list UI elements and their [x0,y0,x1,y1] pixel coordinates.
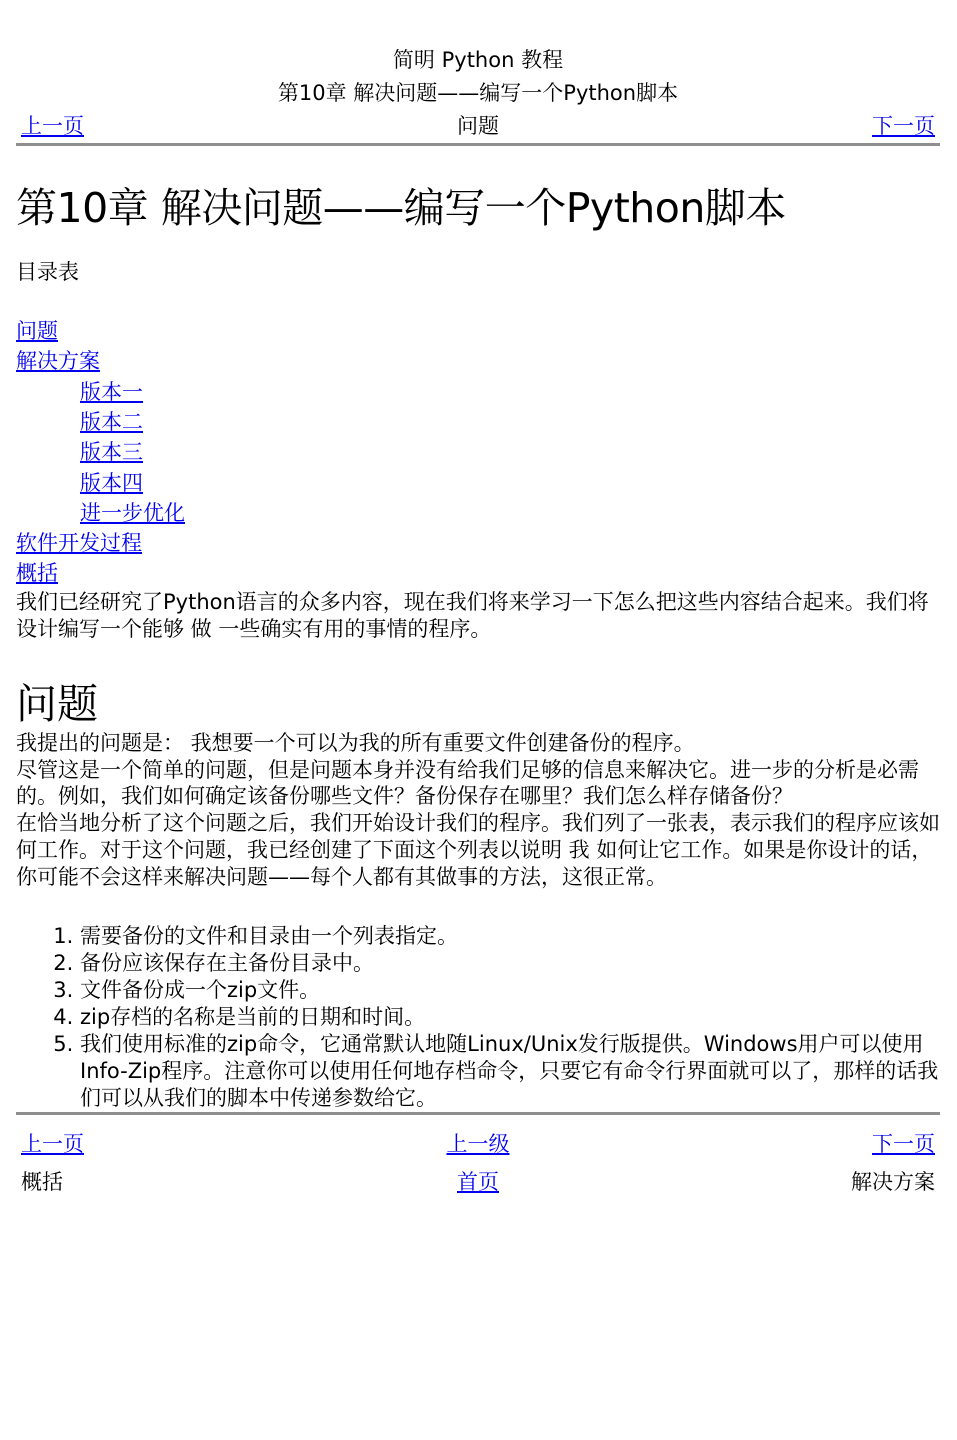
toc-link-optimization[interactable]: 进一步优化 [80,500,185,525]
toc-link-version2[interactable]: 版本二 [80,409,143,434]
toc-heading: 目录表 [16,260,79,285]
section-title: 问题 [16,680,98,729]
footer-divider [16,1112,940,1115]
design-paragraph: 在恰当地分析了这个问题之后，我们开始设计我们的程序。我们列了一张表，表示我们的程序应该如何工作。对于这个问题，我已经创建了下面这个列表以说明 我 如何让它工作。如果是你设计的话，你可能不会这样来解决问题——每个人都有其做事的方法，这很正常。 [16,811,940,890]
toc-link-problem[interactable]: 问题 [16,319,58,344]
footer-nav-labels [16,1163,940,1203]
list-item: 1. 需要备份的文件和目录由一个列表指定。 [80,923,940,950]
header-current-section: 问题 [457,114,499,139]
header-nav-links [16,110,940,143]
page [16,0,940,1203]
footer-nav-links [16,1127,940,1163]
footer-prev-title: 概括 [21,1170,63,1195]
footer-home-link[interactable]: 首页 [457,1170,499,1195]
footer-up-link[interactable]: 上一级 [446,1132,510,1157]
analysis-paragraph: 尽管这是一个简单的问题，但是问题本身并没有给我们足够的信息来解决它。进一步的分析是必需的。例如，我们如何确定该备份哪些文件？备份保存在哪里？我们怎么样存储备份？ [16,757,919,809]
nav-header [16,0,940,143]
table-of-contents [16,316,940,589]
header-divider [16,143,940,146]
toc-link-solution[interactable]: 解决方案 [16,349,100,374]
toc-link-summary[interactable]: 概括 [16,561,58,586]
header-next-link[interactable]: 下一页 [872,114,935,139]
list-item: 5. 我们使用标准的zip命令，它通常默认地随Linux/Unix发行版提供。Windows用户可以使用Info-Zip程序。注意你可以使用任何地存档命令，只要它有命令行界面就可以了，那样的话我们可以从我们的脚本中传递参数给它。 [80,1031,940,1112]
toc-link-dev-process[interactable]: 软件开发过程 [16,531,142,556]
list-item: 2. 备份应该保存在主备份目录中。 [80,950,940,977]
toc-link-version3[interactable]: 版本三 [80,440,143,465]
chapter-heading: 第10章 解决问题——编写一个Python脚本 [16,184,786,232]
nav-footer [16,1127,940,1203]
intro-paragraph: 我们已经研究了Python语言的众多内容，现在我们将来学习一下怎么把这些内容结合起来。我们将设计编写一个能够 做 一些确实有用的事情的程序。 [16,589,929,641]
book-title: 简明 Python 教程 [392,48,564,72]
toc-link-version1[interactable]: 版本一 [80,379,143,404]
header-prev-link[interactable]: 上一页 [21,114,84,139]
header-chapter-title: 第10章 解决问题——编写一个Python脚本 [277,81,679,105]
problem-statement: 我提出的问题是： 我想要一个可以为我的所有重要文件创建备份的程序。 [16,730,695,755]
footer-next-title: 解决方案 [851,1170,935,1195]
requirements-list [16,923,940,1112]
list-item: 4. zip存档的名称是当前的日期和时间。 [80,1004,940,1031]
list-item: 3. 文件备份成一个zip文件。 [80,977,940,1004]
toc-link-version4[interactable]: 版本四 [80,470,143,495]
footer-next-link[interactable]: 下一页 [872,1132,935,1157]
footer-prev-link[interactable]: 上一页 [21,1132,84,1157]
